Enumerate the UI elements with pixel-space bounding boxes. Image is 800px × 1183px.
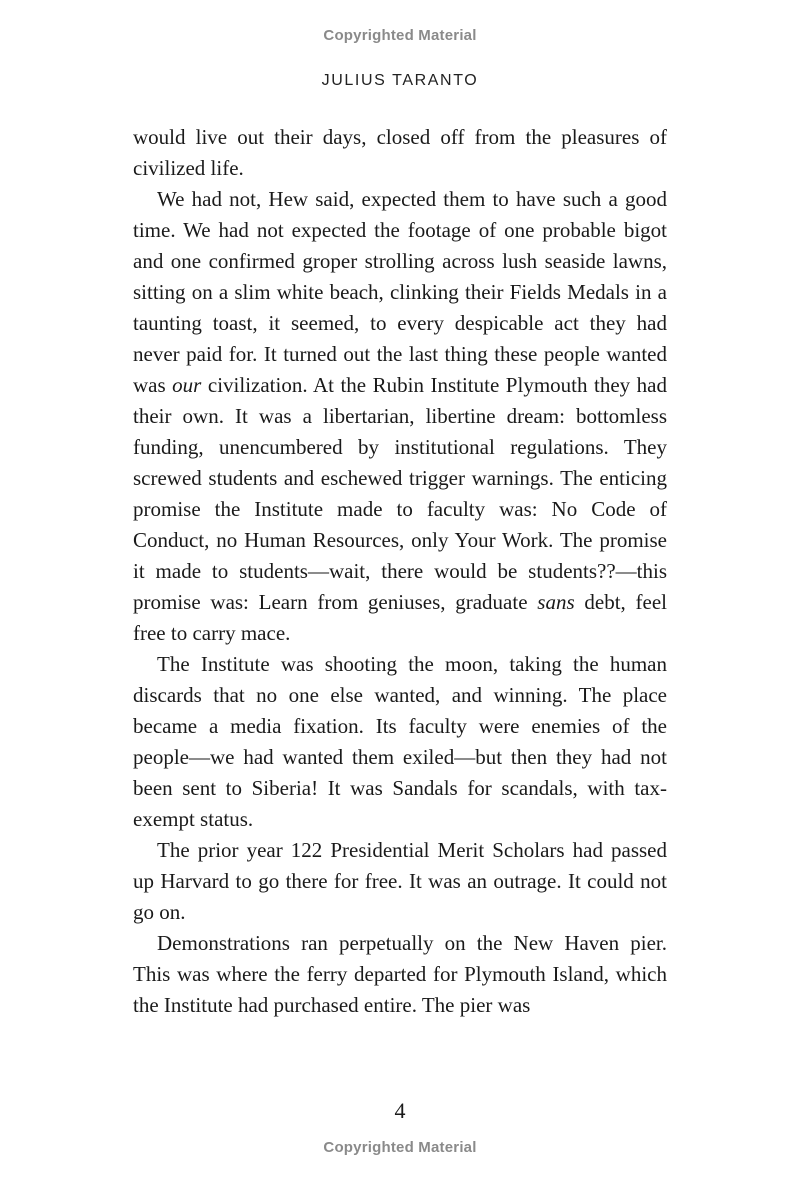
page-number: 4 <box>394 1098 406 1123</box>
paragraph-1: would live out their days, closed off from the pleasures of civilized life. <box>133 125 667 180</box>
paragraph-2 <box>133 184 667 649</box>
copyright-watermark-bottom: Copyrighted Material <box>323 1139 477 1156</box>
copyright-watermark-top: Copyrighted Material <box>323 27 477 44</box>
paragraph-2-emphasis-sans: sans <box>537 590 575 614</box>
page-body-text <box>133 122 667 1021</box>
paragraph-5: Demonstrations ran perpetually on the New Haven pier. This was where the ferry departed for Plymouth Island, which the Institute had purchased entire. The pier was <box>133 931 667 1017</box>
running-head-author: JULIUS TARANTO <box>321 72 479 89</box>
paragraph-2-part-b: civilization. At the Rubin Institute Plymouth they had their own. It was a libertarian, libertine dream: bottomless funding, unencumbered by institutional regulations. They screwed students and eschewed trigger warnings. The enticing promise the Institute made to faculty was: No Code of Conduct, no Human Resources, only Your Work. The promise it made to students—wait, there would be students??—this promise was: Learn from geniuses, graduate <box>133 373 667 614</box>
paragraph-2-part-c: debt, feel free to carry mace. <box>133 590 668 645</box>
paragraph-4: The prior year 122 Presidential Merit Scholars had passed up Harvard to go there for free. It was an outrage. It could not go on. <box>133 838 667 924</box>
paragraph-2-part-a: We had not, Hew said, expected them to have such a good time. We had not expected the footage of one probable bigot and one confirmed groper strolling across lush seaside lawns, sitting on a slim white beach, clinking their Fields Medals in a taunting toast, it seemed, to every despicable act they had never paid for. It turned out the last thing these people wanted was <box>133 187 667 397</box>
paragraph-2-emphasis-our: our <box>172 373 202 397</box>
paragraph-3: The Institute was shooting the moon, taking the human discards that no one else wanted, and winning. The place became a media fixation. Its faculty were enemies of the people—we had wanted them exiled—but then they had not been sent to Siberia! It was Sandals for scandals, with tax-exempt status. <box>133 652 667 831</box>
